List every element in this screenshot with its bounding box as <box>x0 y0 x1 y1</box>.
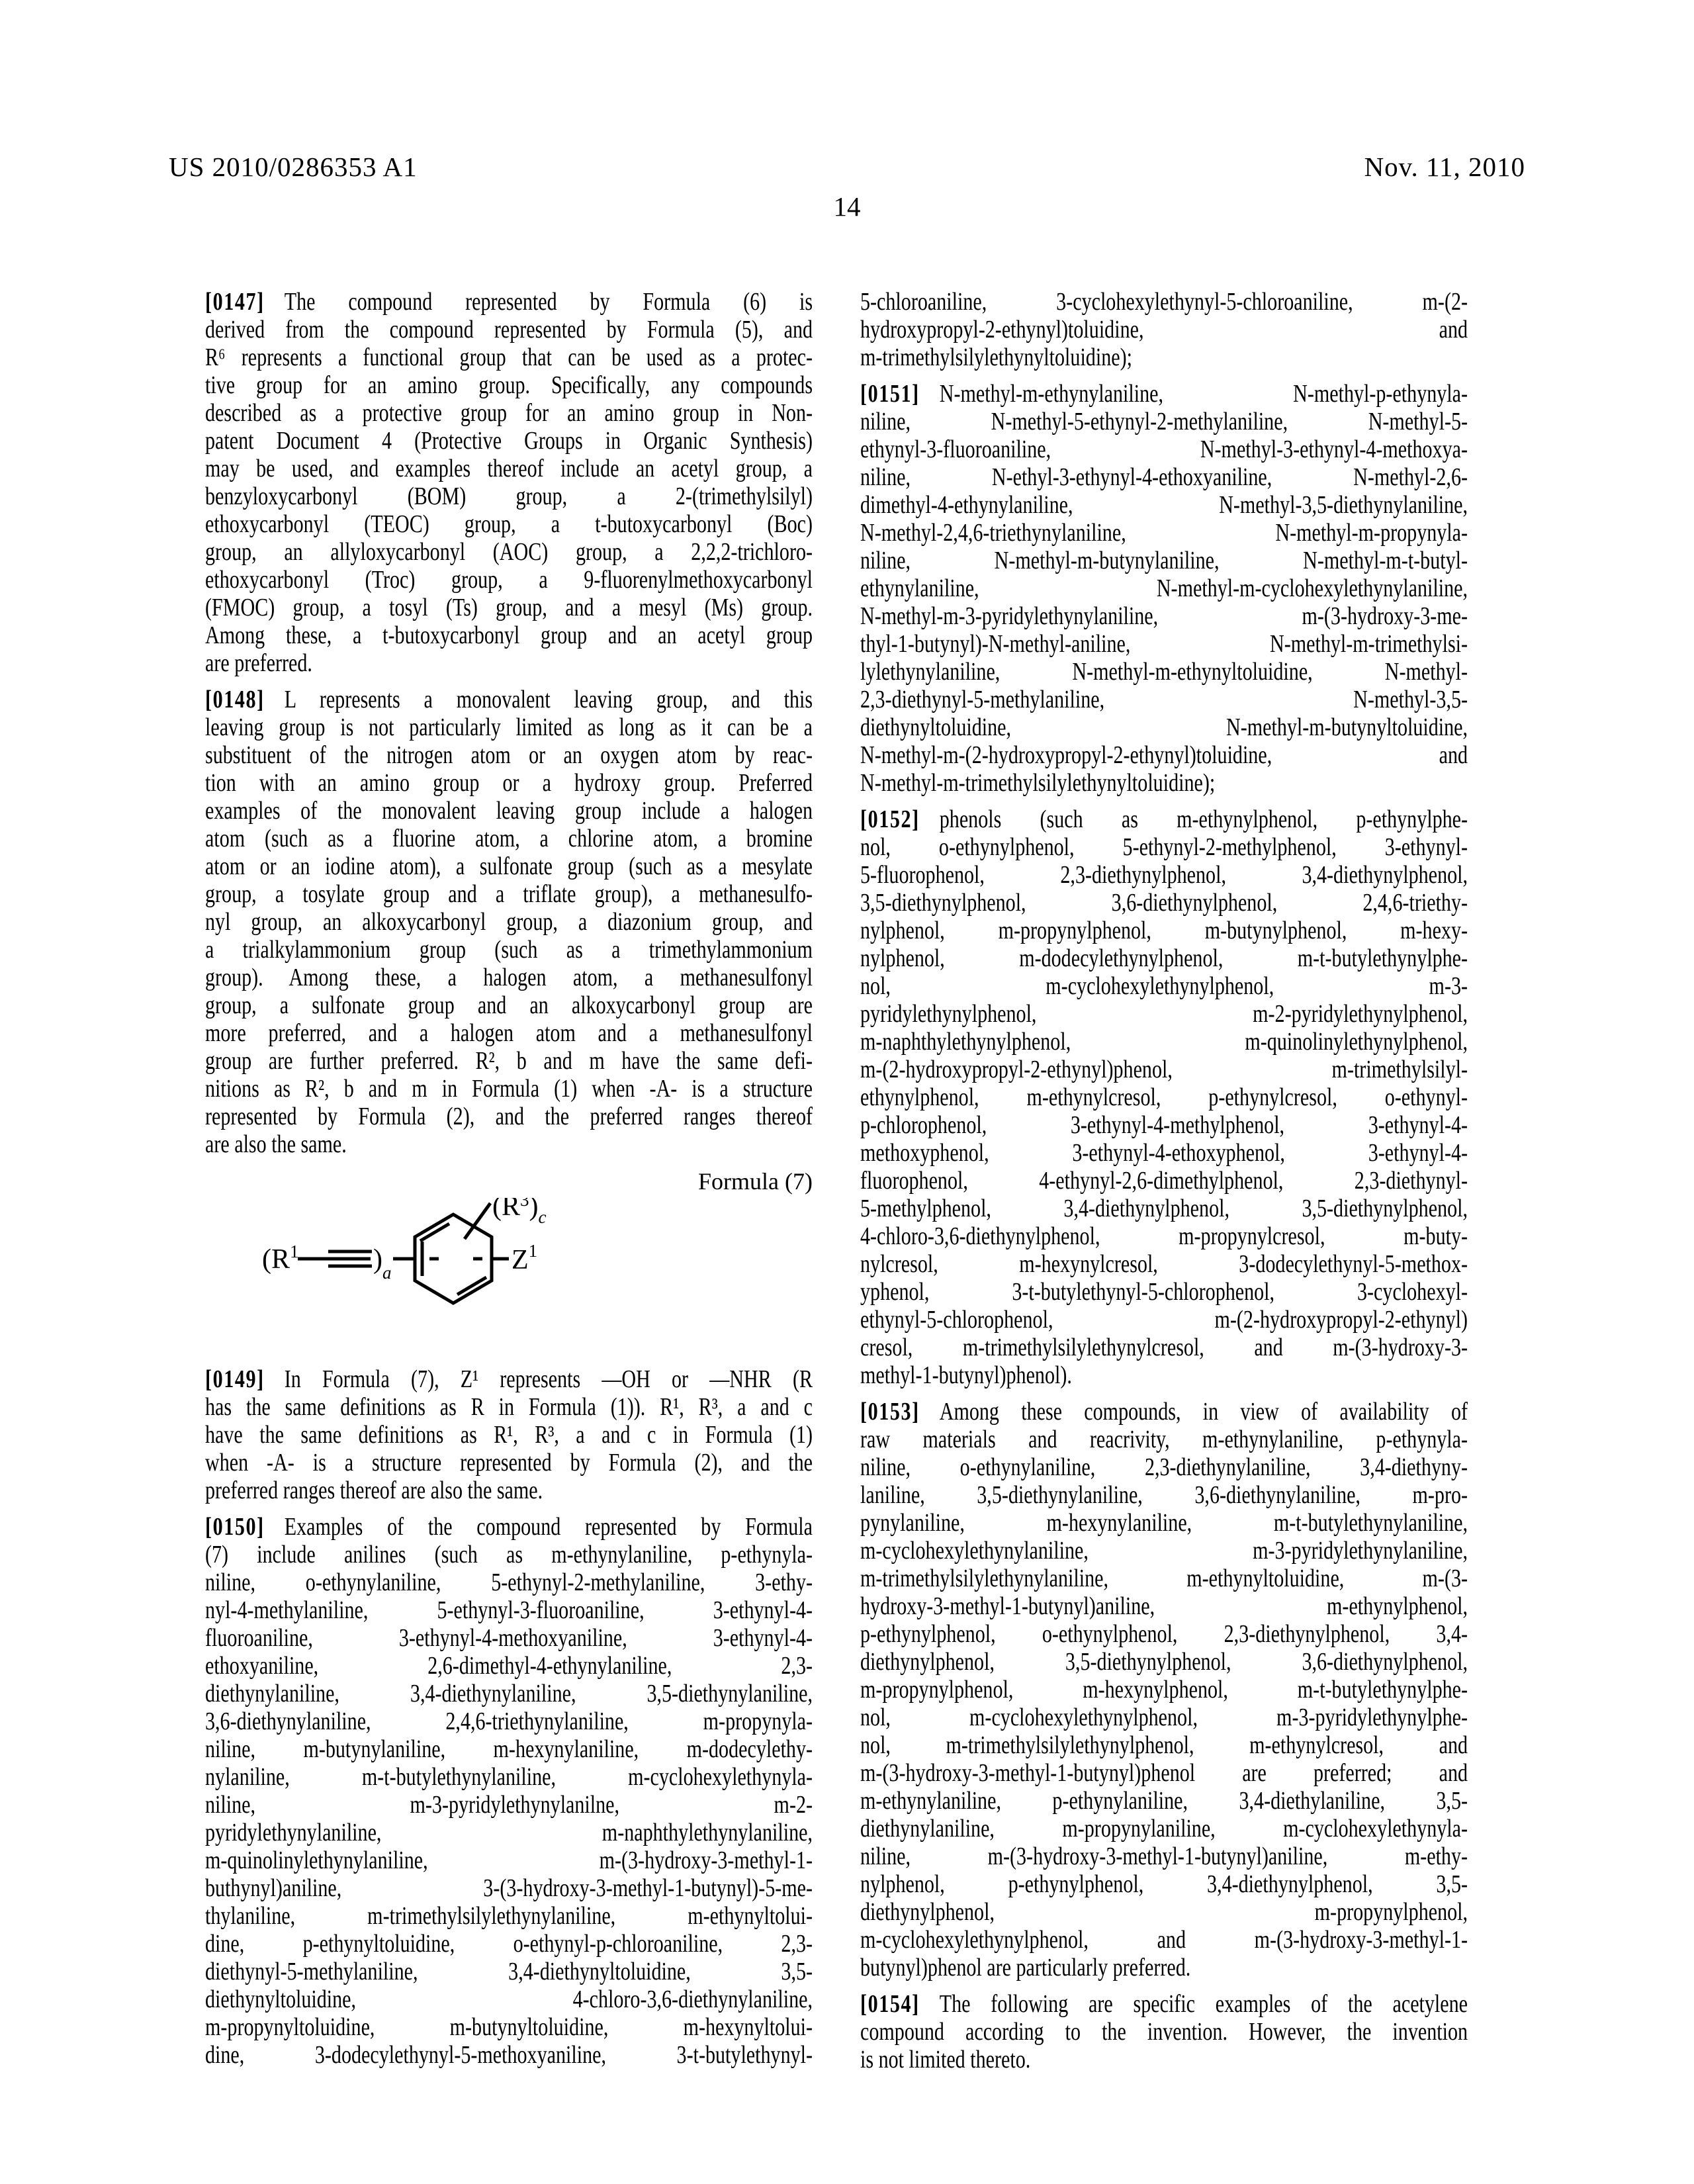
text-line: nol, o-ethynylphenol, 5-ethynyl-2-methylphenol, 3-ethynyl- <box>860 833 1468 861</box>
r3c-label: $(R^3)_c$ <box>492 1198 547 1227</box>
text-line: substituent of the nitrogen atom or an oxygen atom by reac- <box>205 741 813 769</box>
text-line: hydroxy-3-methyl-1-butynyl)aniline, m-ethynylphenol, <box>860 1592 1468 1620</box>
text-line: compound according to the invention. However, the invention <box>860 2018 1468 2046</box>
text-line: group are further preferred. R², b and m have the same defi- <box>205 1047 813 1075</box>
text-line: niline, o-ethynylaniline, 2,3-diethynylaniline, 3,4-diethyny- <box>860 1453 1468 1481</box>
text-line: niline, m-butynylaniline, m-hexynylaniline, m-dodecylethy- <box>205 1735 813 1763</box>
text-line: [0151] N-methyl-m-ethynylaniline, N-methyl-p-ethynyla- <box>860 380 1468 408</box>
paragraph-0154 <box>860 1990 1468 2073</box>
text-line: when -A- is a structure represented by Formula (2), and the <box>205 1449 813 1477</box>
text-line: [0154] The following are specific examples of the acetylene <box>860 1990 1468 2018</box>
text-line: have the same definitions as R¹, R³, a and c in Formula (1) <box>205 1421 813 1449</box>
text-line: tive group for an amino group. Specifically, any compounds <box>205 371 813 399</box>
patent-date: Nov. 11, 2010 <box>1364 152 1525 182</box>
text-line: raw materials and reacrivity, m-ethynylaniline, p-ethynyla- <box>860 1426 1468 1453</box>
text-line: nylphenol, m-dodecylethynylphenol, m-t-butylethynylphe- <box>860 944 1468 972</box>
text-line: diethynyltoluidine, 4-chloro-3,6-diethynylaniline, <box>205 1985 813 2013</box>
text-line: pynylaniline, m-hexynylaniline, m-t-butylethynylaniline, <box>860 1509 1468 1537</box>
paragraph-tag: [0149] <box>205 1365 265 1393</box>
text-line: m-trimethylsilylethynyltoluidine); <box>860 343 1132 371</box>
paragraph-tag: [0151] <box>860 380 920 408</box>
text-line: m-propynyltoluidine, m-butynyltoluidine, m-hexynyltolui- <box>205 2013 813 2041</box>
text-line: buthynyl)aniline, 3-(3-hydroxy-3-methyl-1-butynyl)-5-me- <box>205 1874 813 1902</box>
text-line: thyl-1-butynyl)-N-methyl-aniline, N-methyl-m-trimethylsi- <box>860 630 1468 658</box>
text-line: niline, N-methyl-5-ethynyl-2-methylaniline, N-methyl-5- <box>860 408 1468 435</box>
paragraph-0147 <box>205 288 813 677</box>
text-line: m-cyclohexylethynylaniline, m-3-pyridylethynylaniline, <box>860 1537 1468 1565</box>
text-line: patent Document 4 (Protective Groups in Organic Synthesis) <box>205 427 813 455</box>
text-line: m-propynylphenol, m-hexynylphenol, m-t-butylethynylphe- <box>860 1676 1468 1704</box>
text-line: N-methyl-m-(2-hydroxypropyl-2-ethynyl)toluidine, and <box>860 741 1468 769</box>
text-line: group, a sulfonate group and an alkoxycarbonyl group are <box>205 991 813 1019</box>
text-line: ethynylaniline, N-methyl-m-cyclohexylethynylaniline, <box>860 574 1468 602</box>
text-line: leaving group is not particularly limited as long as it can be a <box>205 713 813 741</box>
text-line: m-ethynylaniline, p-ethynylaniline, 3,4-diethylaniline, 3,5- <box>860 1787 1468 1815</box>
text-line: (7) include anilines (such as m-ethynylaniline, p-ethynyla- <box>205 1541 813 1569</box>
text-line: cresol, m-trimethylsilylethynylcresol, and m-(3-hydroxy-3- <box>860 1334 1468 1361</box>
text-line: niline, N-ethyl-3-ethynyl-4-ethoxyaniline, N-methyl-2,6- <box>860 463 1468 491</box>
text-line: hydroxypropyl-2-ethynyl)toluidine, and <box>860 316 1468 343</box>
text-line: nyl group, an alkoxycarbonyl group, a diazonium group, and <box>205 908 813 936</box>
paragraph-tag: [0152] <box>860 805 920 833</box>
text-line: [0152] phenols (such as m-ethynylphenol, p-ethynylphe- <box>860 805 1468 833</box>
text-line: nylcresol, m-hexynylcresol, 3-dodecylethynyl-5-methox- <box>860 1250 1468 1278</box>
text-line: 5-chloroaniline, 3-cyclohexylethynyl-5-chloroaniline, m-(2- <box>860 288 1468 316</box>
text-line: dine, 3-dodecylethynyl-5-methoxyaniline, 3-t-butylethynyl- <box>205 2041 813 2069</box>
text-line: methyl-1-butynyl)phenol). <box>860 1361 1072 1389</box>
text-line: described as a protective group for an amino group in Non- <box>205 399 813 427</box>
text-line: nyl-4-methylaniline, 5-ethynyl-3-fluoroaniline, 3-ethynyl-4- <box>205 1596 813 1624</box>
text-line: 3,5-diethynylphenol, 3,6-diethynylphenol, 2,4,6-triethy- <box>860 889 1468 917</box>
text-line: niline, o-ethynylaniline, 5-ethynyl-2-methylaniline, 3-ethy- <box>205 1569 813 1596</box>
r1-label: ($R^1$ <box>262 1242 299 1275</box>
text-line: m-(3-hydroxy-3-methyl-1-butynyl)phenol are preferred; and <box>860 1759 1468 1787</box>
text-line: nylaniline, m-t-butylethynylaniline, m-cyclohexylethynyla- <box>205 1763 813 1791</box>
text-line: R⁶ represents a functional group that can be used as a protec- <box>205 343 813 371</box>
text-line: m-trimethylsilylethynylaniline, m-ethynyltoluidine, m-(3- <box>860 1565 1468 1592</box>
text-line: niline, N-methyl-m-butynylaniline, N-methyl-m-t-butyl- <box>860 547 1468 574</box>
text-line: fluoroaniline, 3-ethynyl-4-methoxyaniline, 3-ethynyl-4- <box>205 1624 813 1652</box>
paragraph-0148 <box>205 686 813 1158</box>
patent-number: US 2010/0286353 A1 <box>169 152 418 182</box>
text-line: group, an allyloxycarbonyl (AOC) group, a 2,2,2-trichloro- <box>205 538 813 566</box>
text-line: ethoxycarbonyl (Troc) group, a 9-fluorenylmethoxycarbonyl <box>205 566 813 594</box>
page-number: 14 <box>833 191 861 222</box>
text-line: 4-chloro-3,6-diethynylphenol, m-propynylcresol, m-buty- <box>860 1222 1468 1250</box>
text-line: is not limited thereto. <box>860 2046 1031 2073</box>
text-line: pyridylethynylaniline, m-naphthylethynylaniline, <box>205 1819 813 1846</box>
formula-label: Formula (7) <box>698 1168 813 1195</box>
text-line: diethynyl-5-methylaniline, 3,4-diethynyltoluidine, 3,5- <box>205 1958 813 1985</box>
text-line: tion with an amino group or a hydroxy group. Preferred <box>205 769 813 797</box>
text-line: nol, m-trimethylsilylethynylphenol, m-ethynylcresol, and <box>860 1731 1468 1759</box>
text-line: [0153] Among these compounds, in view of availability of <box>860 1398 1468 1426</box>
text-line: p-ethynylphenol, o-ethynylphenol, 2,3-diethynylphenol, 3,4- <box>860 1620 1468 1648</box>
text-line: niline, m-(3-hydroxy-3-methyl-1-butynyl)aniline, m-ethy- <box>860 1843 1468 1870</box>
text-line: diethynylaniline, 3,4-diethynylaniline, 3,5-diethynylaniline, <box>205 1680 813 1707</box>
text-line: 3,6-diethynylaniline, 2,4,6-triethynylaniline, m-propynyla- <box>205 1707 813 1735</box>
text-line: may be used, and examples thereof include an acetyl group, a <box>205 455 813 482</box>
text-line: nylphenol, m-propynylphenol, m-butynylphenol, m-hexy- <box>860 917 1468 944</box>
paragraph-0153 <box>860 1398 1468 1981</box>
text-line: has the same definitions as R in Formula (1)). R¹, R³, a and c <box>205 1393 813 1421</box>
text-line: [0150] Examples of the compound represented by Formula <box>205 1513 813 1541</box>
text-line: N-methyl-m-3-pyridylethynylaniline, m-(3-hydroxy-3-me- <box>860 602 1468 630</box>
text-line: nitions as R², b and m in Formula (1) when -A- is a structure <box>205 1075 813 1103</box>
text-line: diethynylphenol, m-propynylphenol, <box>860 1898 1468 1926</box>
paragraph-0150 <box>205 1513 813 2069</box>
paragraph-continued <box>860 288 1468 371</box>
text-line: N-methyl-2,4,6-triethynylaniline, N-methyl-m-propynyla- <box>860 519 1468 547</box>
text-line: derived from the compound represented by Formula (5), and <box>205 316 813 343</box>
left-column <box>205 288 813 2069</box>
paren-a-label: )$_a$ <box>373 1244 392 1283</box>
text-line: pyridylethynylphenol, m-2-pyridylethynylphenol, <box>860 1000 1468 1028</box>
text-line: 2,3-diethynyl-5-methylaniline, N-methyl-3,5- <box>860 686 1468 713</box>
text-line: N-methyl-m-trimethylsilylethynyltoluidine); <box>860 769 1216 797</box>
paragraph-0152 <box>860 805 1468 1389</box>
text-line: a trialkylammonium group (such as a trimethylammonium <box>205 936 813 964</box>
text-line: fluorophenol, 4-ethynyl-2,6-dimethylphenol, 2,3-diethynyl- <box>860 1167 1468 1195</box>
paragraph-tag: [0148] <box>205 686 265 713</box>
text-line: atom (such as a fluorine atom, a chlorine atom, a bromine <box>205 825 813 852</box>
text-line: group). Among these, a halogen atom, a methanesulfonyl <box>205 964 813 991</box>
text-line: represented by Formula (2), and the preferred ranges thereof <box>205 1103 813 1130</box>
text-line: Among these, a t-butoxycarbonyl group and an acetyl group <box>205 621 813 649</box>
formula-7-structure <box>205 1198 813 1353</box>
text-line: ethynylphenol, m-ethynylcresol, p-ethynylcresol, o-ethynyl- <box>860 1083 1468 1111</box>
text-line: more preferred, and a halogen atom and a methanesulfonyl <box>205 1019 813 1047</box>
text-line: dimethyl-4-ethynylaniline, N-methyl-3,5-diethynylaniline, <box>860 491 1468 519</box>
text-line: p-chlorophenol, 3-ethynyl-4-methylphenol, 3-ethynyl-4- <box>860 1111 1468 1139</box>
text-line: dine, p-ethynyltoluidine, o-ethynyl-p-chloroaniline, 2,3- <box>205 1930 813 1958</box>
text-line: benzyloxycarbonyl (BOM) group, a 2-(trimethylsilyl) <box>205 482 813 510</box>
paragraph-0151 <box>860 380 1468 797</box>
text-line: diethynyltoluidine, N-methyl-m-butynyltoluidine, <box>860 713 1468 741</box>
text-line: are preferred. <box>205 649 312 677</box>
text-line: methoxyphenol, 3-ethynyl-4-ethoxyphenol, 3-ethynyl-4- <box>860 1139 1468 1167</box>
text-line: m-(2-hydroxypropyl-2-ethynyl)phenol, m-trimethylsilyl- <box>860 1056 1468 1083</box>
paragraph-0149 <box>205 1365 813 1504</box>
text-line: ethoxyaniline, 2,6-dimethyl-4-ethynylaniline, 2,3- <box>205 1652 813 1680</box>
text-line: [0149] In Formula (7), Z¹ represents —OH or —NHR (R <box>205 1365 813 1393</box>
paragraph-tag: [0150] <box>205 1513 265 1541</box>
text-line: 5-methylphenol, 3,4-diethynylphenol, 3,5-diethynylphenol, <box>860 1195 1468 1222</box>
text-line: niline, m-3-pyridylethynylanilne, m-2- <box>205 1791 813 1819</box>
text-line: nylphenol, p-ethynylphenol, 3,4-diethynylphenol, 3,5- <box>860 1870 1468 1898</box>
text-line: [0147] The compound represented by Formula (6) is <box>205 288 813 316</box>
text-line: ethynyl-5-chlorophenol, m-(2-hydroxypropyl-2-ethynyl) <box>860 1306 1468 1334</box>
paragraph-tag: [0147] <box>205 288 265 316</box>
text-line: diethynylaniline, m-propynylaniline, m-cyclohexylethynyla- <box>860 1815 1468 1843</box>
text-line: group, a tosylate group and a triflate group), a methanesulfo- <box>205 880 813 908</box>
text-line: ethoxycarbonyl (TEOC) group, a t-butoxycarbonyl (Boc) <box>205 510 813 538</box>
paragraph-tag: [0154] <box>860 1990 920 2018</box>
right-column <box>860 288 1468 2073</box>
text-line: (FMOC) group, a tosyl (Ts) group, and a mesyl (Ms) group. <box>205 594 813 621</box>
text-line: atom or an iodine atom), a sulfonate group (such as a mesylate <box>205 852 813 880</box>
text-line: lylethynylaniline, N-methyl-m-ethynyltoluidine, N-methyl- <box>860 658 1468 686</box>
text-line: m-quinolinylethynylaniline, m-(3-hydroxy-3-methyl-1- <box>205 1846 813 1874</box>
text-line: ethynyl-3-fluoroaniline, N-methyl-3-ethynyl-4-methoxya- <box>860 435 1468 463</box>
text-line: nol, m-cyclohexylethynylphenol, m-3-pyridylethynylphe- <box>860 1704 1468 1731</box>
text-line: laniline, 3,5-diethynylaniline, 3,6-diethynylaniline, m-pro- <box>860 1481 1468 1509</box>
text-line: are also the same. <box>205 1130 347 1158</box>
text-line: 5-fluorophenol, 2,3-diethynylphenol, 3,4-diethynylphenol, <box>860 861 1468 889</box>
text-line: examples of the monovalent leaving group include a halogen <box>205 797 813 825</box>
text-line: preferred ranges thereof are also the same. <box>205 1477 543 1504</box>
text-line: nol, m-cyclohexylethynylphenol, m-3- <box>860 972 1468 1000</box>
text-line: m-cyclohexylethynylphenol, and m-(3-hydroxy-3-methyl-1- <box>860 1926 1468 1954</box>
text-line: [0148] L represents a monovalent leaving group, and this <box>205 686 813 713</box>
text-line: m-naphthylethynylphenol, m-quinolinylethynylphenol, <box>860 1028 1468 1056</box>
text-line: yphenol, 3-t-butylethynyl-5-chlorophenol, 3-cyclohexyl- <box>860 1278 1468 1306</box>
z1-label: $Z^1$ <box>512 1241 538 1275</box>
paragraph-tag: [0153] <box>860 1398 920 1426</box>
text-line: butynyl)phenol are particularly preferred. <box>860 1954 1191 1981</box>
formula-7-block <box>205 1165 813 1357</box>
text-line: thylaniline, m-trimethylsilylethynylaniline, m-ethynyltolui- <box>205 1902 813 1930</box>
text-line: diethynylphenol, 3,5-diethynylphenol, 3,6-diethynylphenol, <box>860 1648 1468 1676</box>
